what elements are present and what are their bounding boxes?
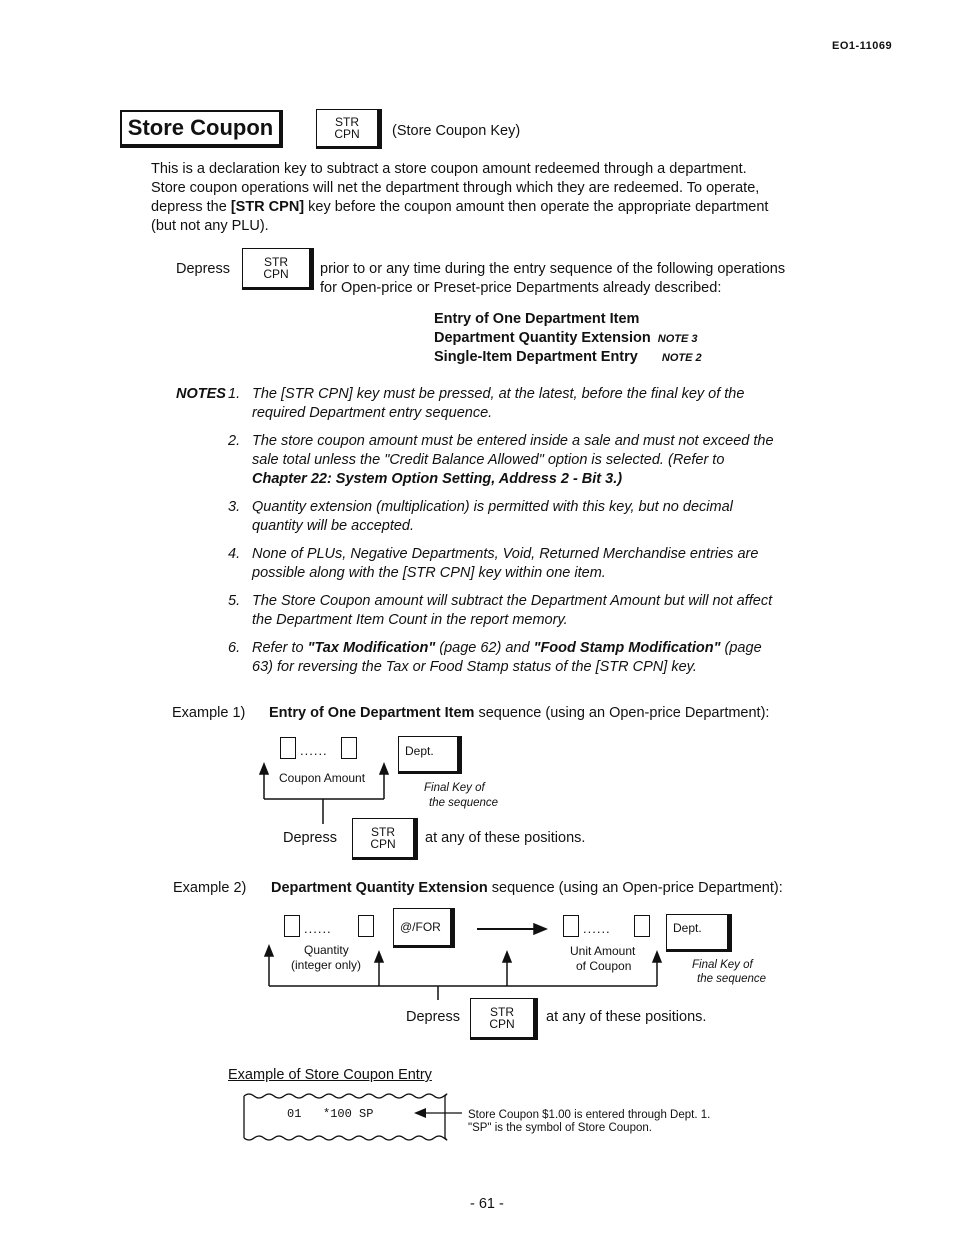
- note-line: Quantity extension (multiplication) is permitted with this key, but no decimal: [252, 499, 733, 515]
- dots: ......: [304, 921, 332, 936]
- note-text: [252, 385, 744, 423]
- arrow-up-icon: [265, 946, 273, 956]
- dept-key-label: Dept.: [673, 921, 702, 935]
- operation-name: Single-Item Department Entry: [434, 349, 638, 365]
- depress-word: Depress: [406, 1009, 460, 1025]
- of-coupon-label: of Coupon: [576, 959, 632, 973]
- arrow-right-icon: [534, 924, 546, 934]
- intro-text: depress the: [151, 199, 231, 215]
- note-line: the Department Item Count in the report memory.: [252, 612, 568, 628]
- note-number: 6.: [228, 640, 241, 656]
- note-fragment: "Tax Modification": [307, 640, 436, 656]
- depress-line-1: prior to or any time during the entry sequence of the following operations: [320, 261, 786, 277]
- note-line: quantity will be accepted.: [252, 518, 415, 534]
- unit-amount-label: Unit Amount: [570, 944, 636, 958]
- quantity-label: Quantity: [304, 943, 349, 957]
- note-fragment: Refer to: [252, 640, 308, 656]
- note-item: [228, 639, 858, 677]
- receipt-heading: Example of Store Coupon Entry: [228, 1067, 432, 1083]
- integer-only-label: (integer only): [291, 958, 362, 972]
- example1-heading: [269, 704, 769, 723]
- note-number: 4.: [228, 546, 241, 562]
- digit-box: [280, 737, 296, 759]
- depress-line-2: for Open-price or Preset-price Departments already described:: [320, 280, 722, 296]
- example2-heading: [271, 879, 783, 898]
- receipt-tear-top: [244, 1094, 447, 1098]
- note-text: [252, 432, 774, 489]
- note-line: possible along with the [STR CPN] key within one item.: [252, 565, 606, 581]
- intro-paragraph: [151, 160, 861, 236]
- note-line: The Store Coupon amount will subtract the Department Amount but will not affect: [252, 593, 773, 609]
- note-line: 63) for reversing the Tax or Food Stamp status of the [STR CPN] key.: [252, 659, 697, 675]
- str-cpn-key: [352, 818, 418, 860]
- intro-line-3: [151, 198, 861, 217]
- example1-desc: sequence (using an Open-price Department):: [474, 705, 770, 721]
- note-fragment: "Food Stamp Modification": [533, 640, 721, 656]
- note-line: The [STR CPN] key must be pressed, at the latest, before the final key of the: [252, 386, 745, 402]
- for-key-label: @/FOR: [400, 920, 441, 934]
- receipt-note: "SP" is the symbol of Store Coupon.: [468, 1122, 652, 1134]
- key-bottom-label: CPN: [370, 837, 396, 851]
- final-key-label: Final Key of: [424, 782, 485, 794]
- note-text: [252, 498, 733, 536]
- note-number: 1.: [228, 386, 241, 402]
- note-number: 5.: [228, 593, 241, 609]
- arrow-up-icon: [380, 764, 388, 774]
- operation-item: Entry of One Department Item: [434, 311, 640, 327]
- key-top-label: STR: [371, 825, 395, 839]
- key-top-label: STR: [264, 255, 288, 269]
- example2-label: Example 2): [173, 880, 247, 896]
- note-line: None of PLUs, Negative Departments, Void, Returned Merchandise entries are: [252, 546, 759, 562]
- arrow-up-icon: [653, 952, 661, 962]
- document-id: EO1-11069: [832, 40, 893, 52]
- arrow-up-icon: [375, 952, 383, 962]
- digit-box: [563, 915, 579, 937]
- key-bottom-label: CPN: [334, 127, 360, 141]
- note-line: sale total unless the "Credit Balance Allowed" option is selected. (Refer to: [252, 452, 725, 468]
- note-line: The store coupon amount must be entered inside a sale and must not exceed the: [252, 433, 774, 449]
- note-fragment: (page 62) and: [435, 640, 534, 656]
- receipt-tear-bottom: [244, 1136, 447, 1140]
- note-text: [252, 592, 772, 630]
- final-key-label: Final Key of: [692, 959, 753, 971]
- intro-key-ref: [STR CPN]: [230, 199, 305, 215]
- final-key-label: the sequence: [429, 797, 499, 809]
- depress-word: Depress: [176, 261, 230, 277]
- arrow-left-icon: [414, 1108, 426, 1118]
- digit-box: [341, 737, 357, 759]
- note-fragment: (page: [720, 640, 762, 656]
- str-cpn-key: [242, 248, 314, 290]
- notes-label: NOTES: [176, 386, 226, 402]
- key-top-label: STR: [335, 115, 359, 129]
- final-key-label: the sequence: [697, 973, 767, 985]
- dept-key: [398, 736, 462, 774]
- note-item: [228, 592, 858, 630]
- note-line: [252, 639, 762, 658]
- dots: ......: [583, 921, 611, 936]
- note-item: [228, 498, 858, 536]
- digit-box: [358, 915, 374, 937]
- key-top-label: STR: [490, 1005, 514, 1019]
- operation-item: [434, 348, 702, 368]
- note-line: Chapter 22: System Option Setting, Address 2 - Bit 3.): [252, 471, 623, 487]
- page-number: - 61 -: [470, 1196, 504, 1212]
- example1-label: Example 1): [172, 705, 246, 721]
- operation-note: NOTE 3: [657, 333, 698, 345]
- section-title: Store Coupon: [120, 110, 283, 148]
- arrow-up-icon: [260, 764, 268, 774]
- intro-line-4: (but not any PLU).: [151, 218, 269, 234]
- intro-text: key before the coupon amount then operate the appropriate department: [304, 199, 769, 215]
- note-item: [228, 545, 858, 583]
- notes-list: [228, 385, 858, 677]
- arrow-up-icon: [503, 952, 511, 962]
- note-item: [228, 432, 858, 489]
- digit-box: [634, 915, 650, 937]
- positions-text: at any of these positions.: [546, 1009, 707, 1025]
- example2-desc: sequence (using an Open-price Department):: [487, 880, 783, 896]
- dots: ......: [300, 743, 328, 758]
- key-caption: (Store Coupon Key): [392, 123, 521, 139]
- intro-line-2: Store coupon operations will net the department through which they are redeemed. To operate,: [151, 180, 760, 196]
- note-text: [252, 639, 762, 677]
- intro-line-1: This is a declaration key to subtract a store coupon amount redeemed through a department.: [151, 161, 747, 177]
- positions-text: at any of these positions.: [425, 830, 586, 846]
- key-bottom-label: CPN: [489, 1017, 515, 1031]
- note-text: [252, 545, 758, 583]
- digit-box: [284, 915, 300, 937]
- operation-name: Department Quantity Extension: [434, 330, 651, 346]
- dept-key-label: Dept.: [405, 744, 434, 758]
- coupon-amount-label: Coupon Amount: [279, 771, 366, 785]
- example1-title: Entry of One Department Item: [269, 705, 475, 721]
- note-number: 3.: [228, 499, 241, 515]
- example2-title: Department Quantity Extension: [271, 880, 488, 896]
- key-bottom-label: CPN: [263, 267, 289, 281]
- for-key: [393, 908, 455, 948]
- note-line: required Department entry sequence.: [252, 405, 493, 421]
- note-number: 2.: [228, 433, 241, 449]
- receipt-note: Store Coupon $1.00 is entered through Dept. 1.: [468, 1109, 711, 1121]
- dept-key: [666, 914, 732, 952]
- note-item: [228, 385, 858, 423]
- operation-note: NOTE 2: [661, 352, 702, 364]
- str-cpn-key: [470, 998, 538, 1040]
- operation-item: [434, 329, 698, 349]
- depress-word: Depress: [283, 830, 337, 846]
- receipt-line: 01 *100 SP: [287, 1107, 374, 1121]
- str-cpn-key: [316, 109, 382, 149]
